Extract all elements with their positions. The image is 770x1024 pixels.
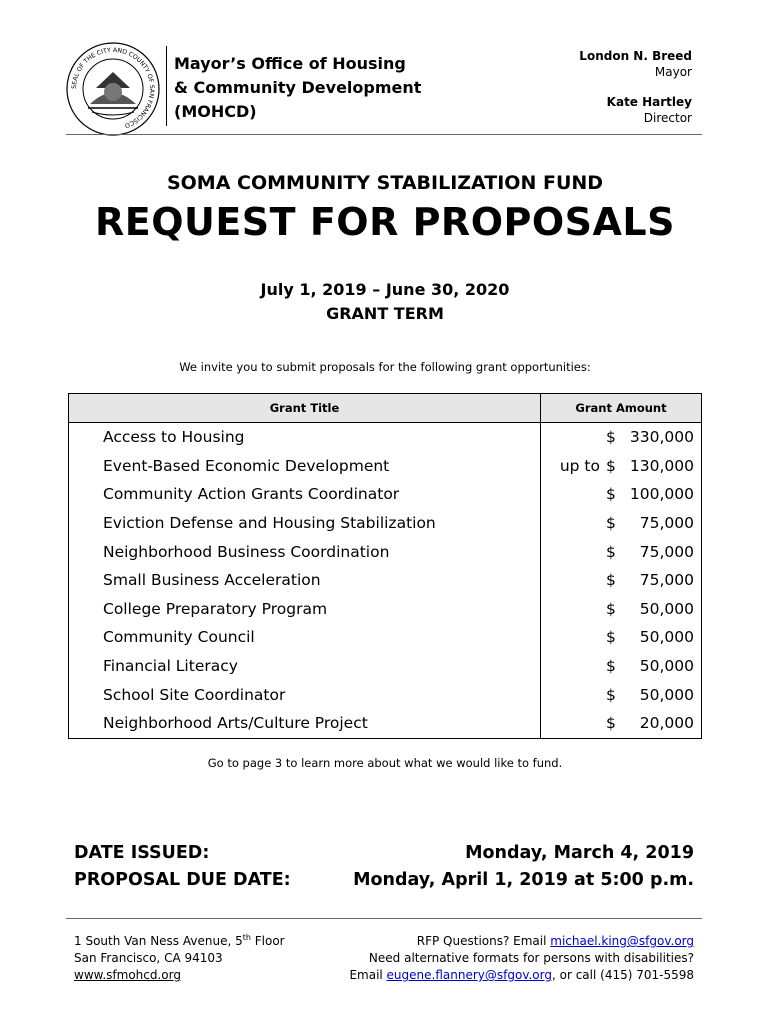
email-text: Email [349,968,387,982]
amount-prefix: up to [559,456,600,475]
table-row [69,709,702,738]
alt-formats-text: Need alternative formats for persons with disabilities? [368,951,694,965]
call-text: , or call (415) 701-5598 [551,968,694,982]
address-sup: th [242,933,251,942]
date-issued-value: Monday, March 4, 2019 [465,843,694,863]
grant-title-cell: College Preparatory Program [69,595,541,624]
grant-title-cell: Event-Based Economic Development [69,452,541,481]
grant-title-cell: Financial Literacy [69,652,541,681]
amount-value: 100,000 [629,485,694,504]
city-seal-logo [66,42,160,136]
table-row [69,595,702,624]
goto-note: Go to page 3 to learn more about what we would like to fund. [207,756,563,770]
table-header-row [69,394,702,423]
footer-contact [349,933,694,984]
col-grant-title: Grant Title [69,394,541,423]
grant-term-dates: July 1, 2019 – June 30, 2020 [260,280,510,299]
amount-currency: $ [606,685,616,704]
grant-amount-cell [541,652,702,681]
grant-term-label: GRANT TERM [326,304,444,323]
table-row [69,423,702,452]
table-row [69,537,702,566]
grant-title-cell: Eviction Defense and Housing Stabilization [69,509,541,538]
address-street: 1 South Van Ness Avenue, 5 [74,934,243,948]
seal-motto: SEAL OF THE CITY AND COUNTY OF SAN FRANCISCO [70,46,156,129]
address-floor: Floor [250,934,285,948]
footer-rule [66,918,702,919]
amount-currency: $ [606,514,616,533]
office-line-3: (MOHCD) [174,102,257,121]
grant-title-cell: School Site Coordinator [69,680,541,709]
grant-amount-cell [541,709,702,738]
table-row [69,623,702,652]
table-row [69,480,702,509]
director-title: Director [643,111,692,125]
amount-currency: $ [606,485,616,504]
address-city: San Francisco, CA 94103 [74,951,223,965]
invite-text: We invite you to submit proposals for the following grant opportunities: [179,360,591,374]
grant-title-cell: Neighborhood Business Coordination [69,537,541,566]
office-name [174,52,421,124]
questions-email-link[interactable]: michael.king@sfgov.org [550,934,694,948]
office-line-2: & Community Development [174,78,422,97]
amount-currency: $ [606,714,616,733]
amount-currency: $ [606,657,616,676]
grant-amount-cell [541,566,702,595]
amount-value: 330,000 [629,428,694,447]
mayor-title: Mayor [654,65,692,79]
grant-term [0,278,770,326]
header-divider [166,46,167,126]
amount-currency: $ [606,542,616,561]
amount-currency: $ [606,571,616,590]
col-grant-amount: Grant Amount [541,394,702,423]
amount-value: 130,000 [629,456,694,475]
grant-amount-cell [541,595,702,624]
grant-amount-cell [541,452,702,481]
table-row [69,566,702,595]
alt-email-link[interactable]: eugene.flannery@sfgov.org [386,968,552,982]
grant-title-cell: Neighborhood Arts/Culture Project [69,709,541,738]
amount-value: 75,000 [639,542,694,561]
director-name: Kate Hartley [606,95,692,109]
date-issued-label: DATE ISSUED: [74,843,210,863]
website-link[interactable]: www.sfmohcd.org [74,968,181,982]
header-rule [66,134,702,135]
grant-amount-cell [541,480,702,509]
grant-amount-cell [541,423,702,452]
grant-amount-cell [541,537,702,566]
grant-amount-cell [541,623,702,652]
office-line-1: Mayor’s Office of Housing [174,54,406,73]
grant-title-cell: Access to Housing [69,423,541,452]
page-title: REQUEST FOR PROPOSALS [94,200,676,244]
amount-currency: $ [606,456,616,475]
due-date-label: PROPOSAL DUE DATE: [74,870,291,890]
fund-title: SOMA COMMUNITY STABILIZATION FUND [166,172,604,194]
amount-currency: $ [606,628,616,647]
amount-currency: $ [606,599,616,618]
grants-table [68,393,702,739]
amount-value: 50,000 [639,657,694,676]
amount-value: 75,000 [639,571,694,590]
grant-title-cell: Community Council [69,623,541,652]
grant-amount-cell [541,509,702,538]
questions-text: RFP Questions? Email [416,934,551,948]
due-date-value: Monday, April 1, 2019 at 5:00 p.m. [353,870,694,890]
grant-rows [69,423,702,739]
amount-value: 50,000 [639,599,694,618]
amount-value: 50,000 [639,628,694,647]
date-labels [74,840,291,894]
table-row [69,509,702,538]
grant-title-cell: Small Business Acceleration [69,566,541,595]
amount-currency: $ [606,428,616,447]
date-values [353,840,694,894]
officials-block [579,48,692,126]
amount-value: 20,000 [639,714,694,733]
mayor-name: London N. Breed [579,49,692,63]
table-row [69,680,702,709]
amount-value: 75,000 [639,514,694,533]
grant-title-cell: Community Action Grants Coordinator [69,480,541,509]
table-row [69,652,702,681]
table-row [69,452,702,481]
amount-value: 50,000 [639,685,694,704]
grant-amount-cell [541,680,702,709]
footer-address [74,933,285,984]
address-line [74,933,285,950]
